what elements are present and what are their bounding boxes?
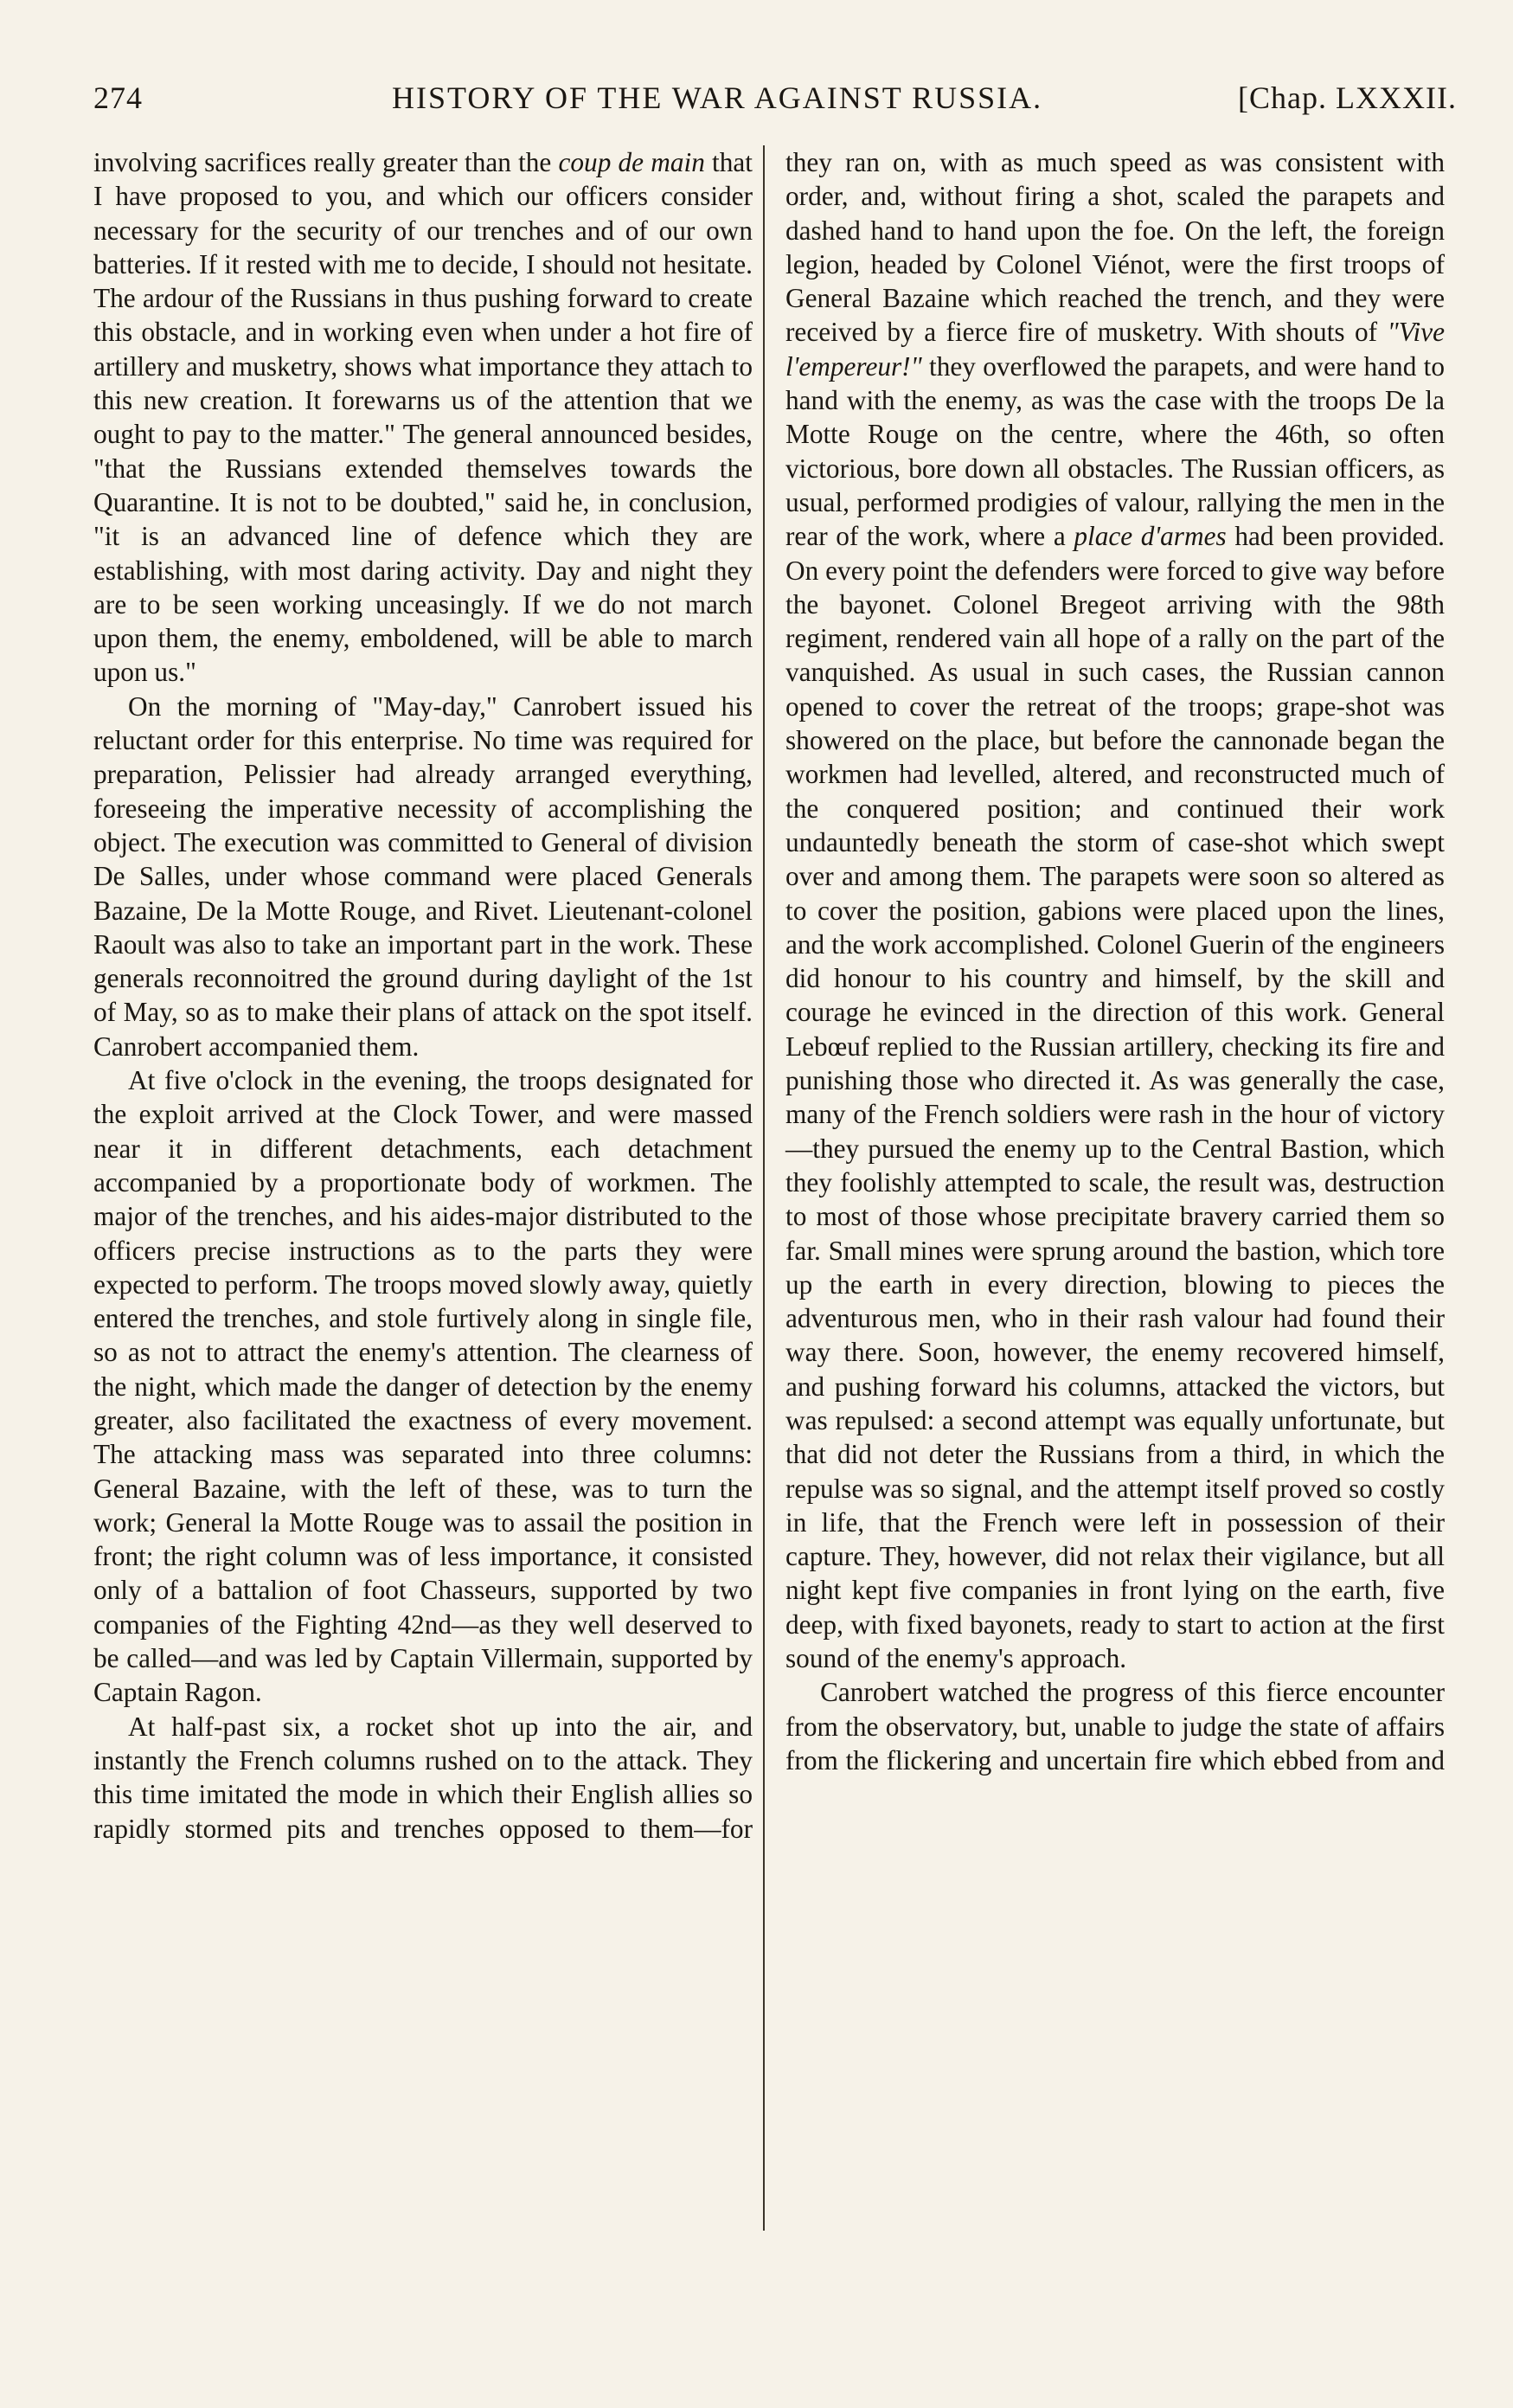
italic-phrase: place d'armes: [1074, 521, 1227, 552]
left-paragraph-2: On the morning of "May-day," Canrobert issued his reluctant order for this enterprise. No time was required for preparation, Pelissier had already arranged everything, foreseeing the imperative necessity of accomplishing the object. The execution was committed to General of division De Salles, under whose command were placed Generals Bazaine, De la Motte Rouge, and Rivet. Lieutenant-colonel Raoult was also to take an important part in the work. These generals reconnoitred the ground during daylight of the 1st of May, so as to make their plans of attack on the spot itself. Canrobert accompanied them.: [93, 690, 753, 1062]
text-run: they overflowed the parapets, and were hand to hand with the enemy, as was the case with the troops De la Motte Rouge on the centre, where the 46th, so often victorious, bore down all obstacles. The Russian officers, as usual, performed prodigies of valour, rallying the men in the rear of the work, where a: [785, 350, 1445, 552]
text-run: involving sacrifices really greater than the: [93, 147, 559, 177]
right-paragraph-2: Canrobert watched the progress of this fierce encounter from the observatory, but, unable to judge the state of affairs from the flickering and uncertain fire which ebbed from and: [785, 1677, 1445, 1775]
left-paragraph-4: At half-past six, a rocket shot up into the air, and instantly the French columns rushed on to the attack. They this time imitated the mode in which their English allies so rapidly stormed pits and trenches opposed to them—for: [93, 1711, 753, 1844]
text-run: they ran on, with as much speed as was consistent with order, and, without firing a shot, scaled the parapets and dashed hand to hand upon the foe. On the left, the foreign legion, headed by Colonel Viénot, were the first troops of General Bazaine which reached the trench, and they were received by a fierce fire of musketry. With shouts of: [785, 147, 1445, 348]
left-column: [93, 145, 753, 1846]
column-divider: [763, 145, 765, 2231]
text-run: had been provided. On every point the defenders were forced to give way before the bayonet. Colonel Bregeot arriving with the 98th regiment, rendered vain all hope of a rally on the part of the vanquished. As usual in such cases, the Russian cannon opened to cover the retreat of the troops; grape-shot was showered on the place, but before the cannonade began the workmen had levelled, altered, and reconstructed much of the conquered position; and continued their work undauntedly beneath the storm of case-shot which swept over and among them. The parapets were soon so altered as to cover the position, gabions were placed upon the lines, and the work accomplished. Colonel Guerin of the engineers did honour to his country and himself, by the skill and courage he evinced in the direction of this work. General Lebœuf replied to the Russian artillery, checking its fire and punishing those who directed it. As was generally the case, many of the French soldiers were rash in the hour of victory—they pursued the enemy up to the Central Bastion, which they foolishly attempted to scale, the result was, destruction to most of those whose precipitate bravery carried them so far. Small mines were sprung around the bastion, which tore up the earth in every direction, blowing to pieces the adventurous men, who in their rash valour had found their way there. Soon, however, the enemy recovered himself, and pushing forward his columns, attacked the victors, but was repulsed: a second attempt was equally unfortunate, but that did not deter the Russians from a third, in which the repulse was so signal, and the attempt itself proved so costly in life, that the French were left in possession of their capture. They, however, did not relax their vigilance, but all night kept five companies in front lying on the earth, five deep, with fixed bayonets, ready to start to action at the first sound of the enemy's approach.: [785, 521, 1445, 1674]
chapter-label: [Chap. LXXXII.: [1238, 80, 1457, 115]
left-paragraph-1: [93, 145, 753, 690]
page-number: 274: [93, 80, 143, 115]
right-paragraph-1: [785, 145, 1445, 1675]
text-run: that I have proposed to you, and which our officers consider necessary for the security of our trenches and of our own batteries. If it rested with me to decide, I should not hesitate. The ardour of the Russians in thus pushing forward to create this obstacle, and in working even when under a hot fire of artillery and musketry, shows what importance they attach to this new creation. It forewarns us of the attention that we ought to pay to the matter." The general announced besides, "that the Russians extended themselves towards the Quarantine. It is not to be doubted," said he, in conclusion, "it is an advanced line of defence which they are establishing, with most daring activity. Day and night they are to be seen working unceasingly. If we do not march upon them, the enemy, emboldened, will be able to march upon us.": [93, 147, 753, 688]
running-title: HISTORY OF THE WAR AGAINST RUSSIA.: [392, 80, 1043, 115]
right-column: [785, 145, 1445, 1777]
left-paragraph-3: At five o'clock in the evening, the troops designated for the exploit arrived at the Clock Tower, and were massed near it in different detachments, each detachment accompanied by a proportionate body of workmen. The major of the trenches, and his aides-major distributed to the officers precise instructions as to the parts they were expected to perform. The troops moved slowly away, quietly entered the trenches, and stole furtively along in single file, so as not to attract the enemy's attention. The clearness of the night, which made the danger of detection by the enemy greater, also facilitated the exactness of every movement. The attacking mass was separated into three columns: General Bazaine, with the left of these, was to turn the work; General la Motte Rouge was to assail the position in front; the right column was of less importance, it consisted only of a battalion of foot Chasseurs, supported by two companies of the Fighting 42nd—as they well deserved to be called—and was led by Captain Villermain, supported by Captain Ragon.: [93, 1065, 753, 1708]
italic-phrase: coup de main: [558, 147, 705, 177]
italic-phrase: "Vive l'empereur!": [785, 317, 1445, 382]
running-header: [93, 80, 1457, 123]
